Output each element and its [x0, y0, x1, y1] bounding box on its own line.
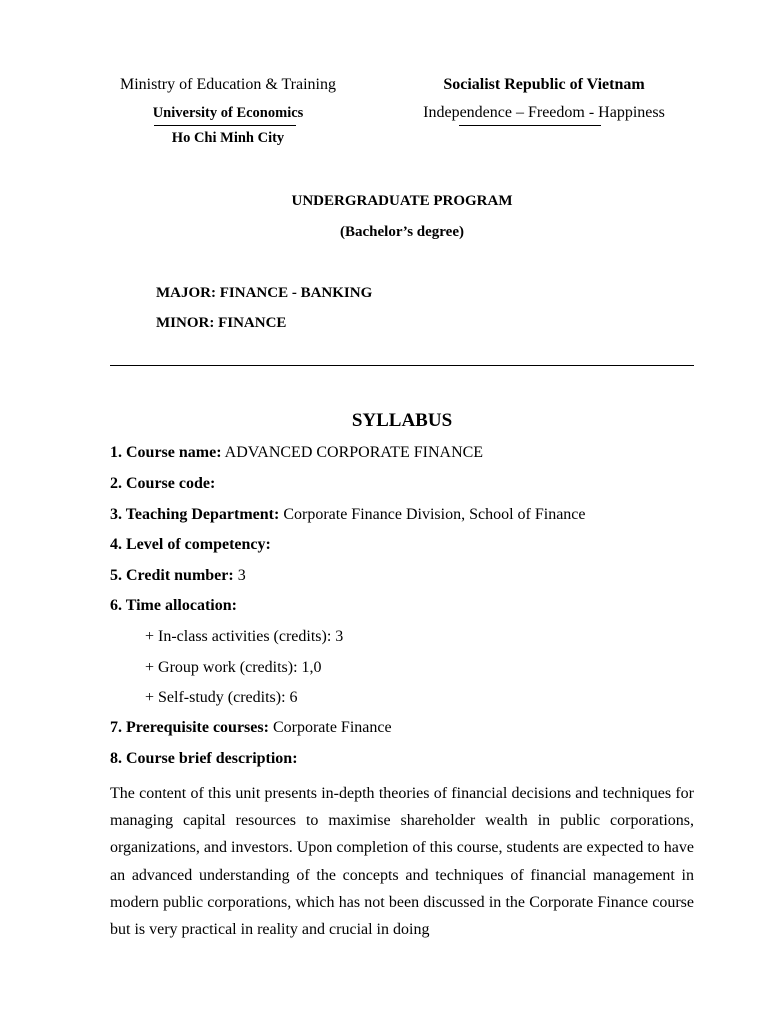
item-label: 6. Time allocation: [110, 597, 237, 614]
time-allocation-item: + Group work (credits): 1,0 [145, 659, 322, 676]
brief-description-line [110, 750, 298, 768]
item-label: 5. Credit number: [110, 567, 234, 584]
item-value: 3 [233, 567, 246, 584]
course-description-paragraph: The content of this unit presents in-depth theories of financial decisions and techniques for managing capital resources to maximise shareholder wealth in public corporations, organizations, and investors. Upon completion of this course, students are expected to have an advanced understanding of the concepts and techniques of financial management in modern public corporations, which has not been discussed in the Corporate Finance course but is very practical in reality and crucial in doing [110, 785, 694, 939]
time-allocation-item: + In-class activities (credits): 3 [145, 628, 344, 645]
minor-label: MINOR: FINANCE [156, 315, 287, 331]
university-name: University of Economics [152, 105, 304, 121]
major-label: MAJOR: FINANCE - BANKING [156, 285, 373, 301]
degree-label: (Bachelor’s degree) [340, 224, 464, 240]
credit-number-line [110, 567, 246, 585]
item-label: 7. Prerequisite courses: [110, 719, 269, 736]
section-divider [110, 365, 694, 366]
course-code-line [110, 475, 215, 493]
item-label: 8. Course brief description: [110, 750, 298, 767]
national-motto: Independence – Freedom - Happiness [423, 104, 665, 121]
ministry-name: Ministry of Education & Training [120, 76, 336, 93]
republic-name: Socialist Republic of Vietnam [443, 76, 645, 93]
item-value: Corporate Finance Division, School of Finance [279, 506, 586, 523]
item-value: Corporate Finance [268, 719, 392, 736]
teaching-department-line [110, 506, 586, 524]
item-label: 1. Course name: [110, 444, 222, 461]
item-label: 2. Course code: [110, 475, 216, 492]
university-underline [154, 125, 296, 126]
city-name: Ho Chi Minh City [171, 130, 285, 146]
program-title: UNDERGRADUATE PROGRAM [291, 193, 513, 209]
motto-underline [459, 125, 601, 126]
item-label: 3. Teaching Department: [110, 506, 280, 523]
item-label: 4. Level of competency: [110, 536, 271, 553]
syllabus-title: SYLLABUS [351, 410, 453, 431]
prerequisite-line [110, 719, 392, 737]
item-value: ADVANCED CORPORATE FINANCE [221, 444, 484, 461]
time-allocation-item: + Self-study (credits): 6 [145, 689, 298, 706]
course-name-line [110, 444, 483, 462]
competency-level-line [110, 536, 271, 554]
time-allocation-line [110, 597, 237, 615]
